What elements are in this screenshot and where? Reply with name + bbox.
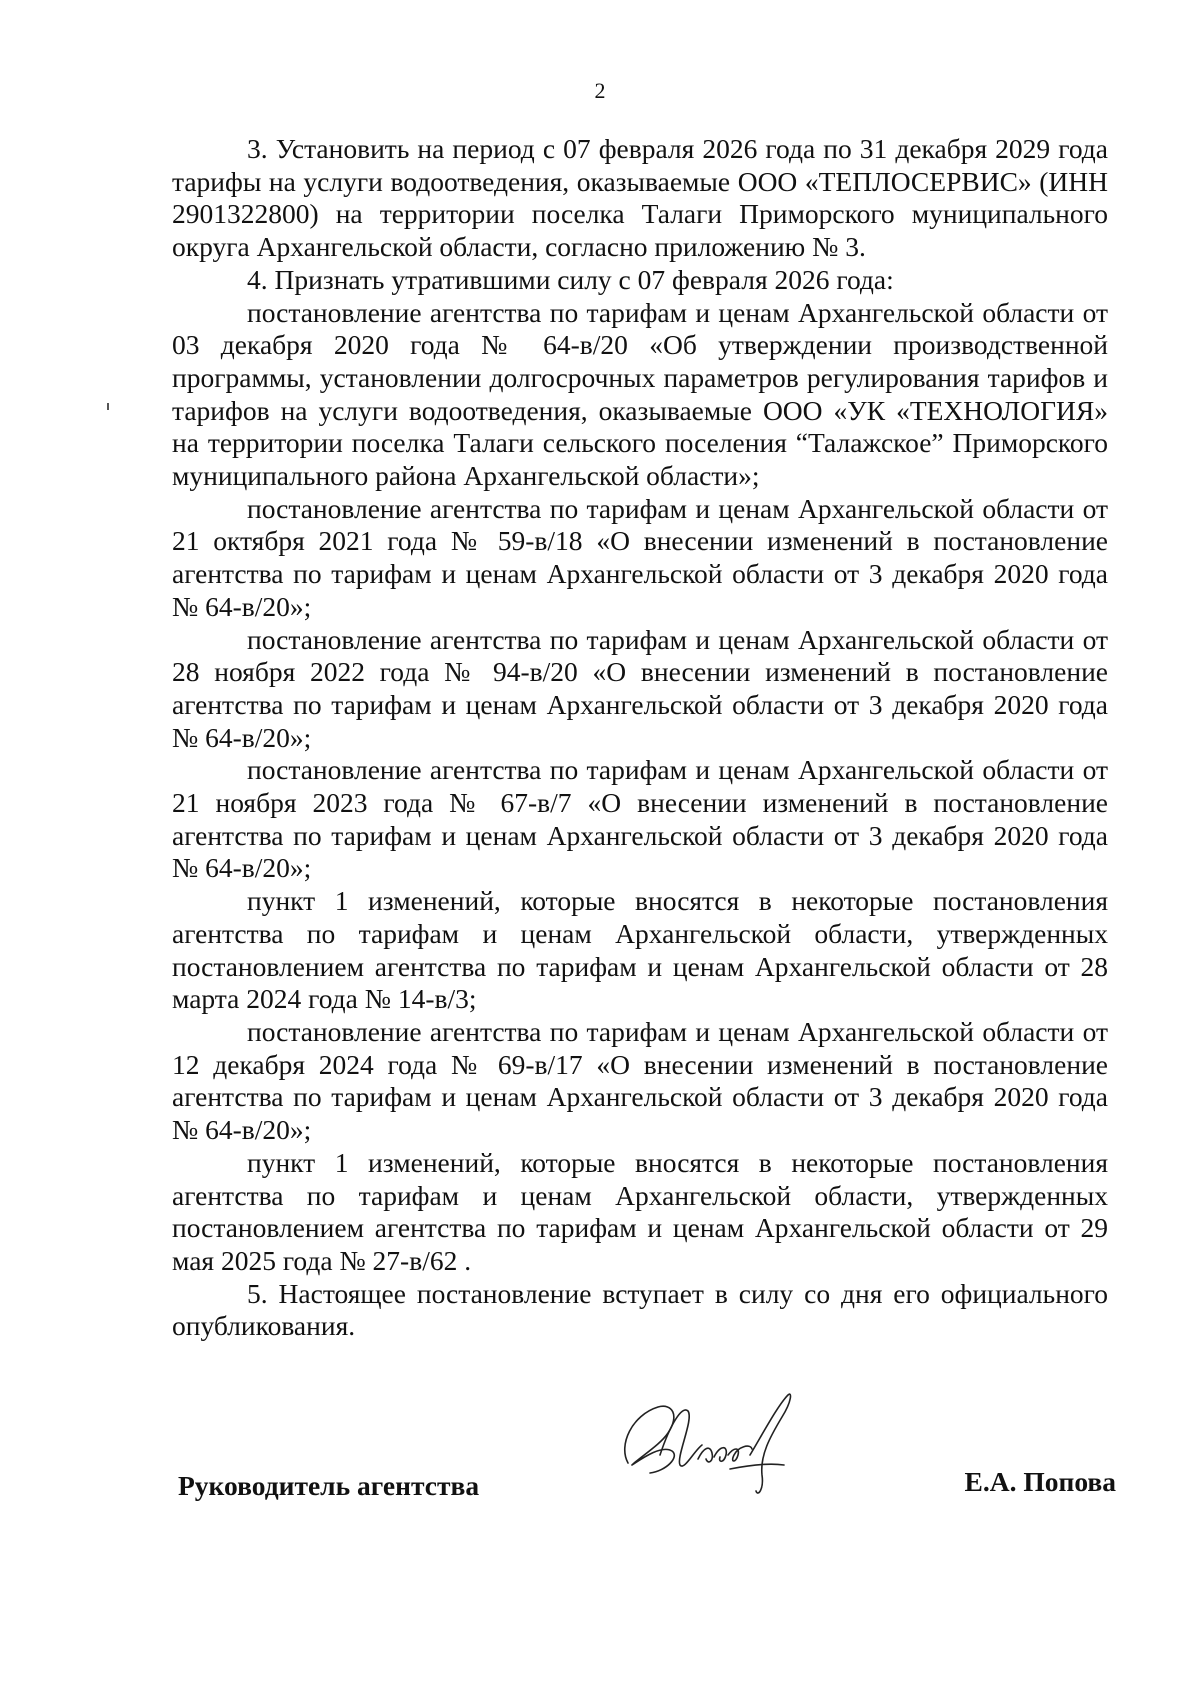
signatory-name: Е.А. Попова (964, 1466, 1116, 1497)
repealed-act-3: постановление агентства по тарифам и ценам Архангельской области от 28 ноября 2022 года № 94-в/20 «О внесении изменений в постановление агентства по тарифам и ценам Архангельской области от 3 декабря 2020 года № 64-в/20»; (172, 623, 1108, 753)
document-body (172, 133, 1108, 1343)
repealed-act-1: постановление агентства по тарифам и ценам Архангельской области от 03 декабря 2020 года № 64-в/20 «Об утверждении производственной программы, установлении долгосрочных параметров регулирования тарифов и тарифов на услуги водоотведения, оказываемые ООО «УК «ТЕХНОЛОГИЯ» на территории поселка Талаги сельского поселения “Талажское” Приморского муниципального района Архангельской области»; (172, 296, 1108, 492)
signature-block (172, 1466, 1116, 1530)
paragraph-item-5: 5. Настоящее постановление вступает в силу со дня его официального опубликования. (172, 1277, 1108, 1342)
repealed-act-7: пункт 1 изменений, которые вносятся в некоторые постановления агентства по тарифам и ценам Архангельской области, утвержденных постановлением агентства по тарифам и ценам Архангельской области от 29 мая 2025 года № 27-в/62 . (172, 1146, 1108, 1276)
page-number: 2 (594, 78, 606, 103)
repealed-act-2: постановление агентства по тарифам и ценам Архангельской области от 21 октября 2021 года № 59-в/18 «О внесении изменений в постановление агентства по тарифам и ценам Архангельской области от 3 декабря 2020 года № 64-в/20»; (172, 492, 1108, 622)
repealed-act-4: постановление агентства по тарифам и ценам Архангельской области от 21 ноября 2023 года № 67-в/7 «О внесении изменений в постановление агентства по тарифам и ценам Архангельской области от 3 декабря 2020 года № 64-в/20»; (172, 754, 1108, 884)
paragraph-item-3: 3. Установить на период с 07 февраля 2026 года по 31 декабря 2029 года тарифы на услуги водоотведения, оказываемые ООО «ТЕПЛОСЕРВИС» (ИНН 2901322800) на территории поселка Талаги Приморского муниципального округа Архангельской области, согласно приложению № 3. (172, 133, 1108, 263)
repealed-act-6: постановление агентства по тарифам и ценам Архангельской области от 12 декабря 2024 года № 69-в/17 «О внесении изменений в постановление агентства по тарифам и ценам Архангельской области от 3 декабря 2020 года № 64-в/20»; (172, 1015, 1108, 1146)
paragraph-item-4: 4. Признать утратившими силу с 07 февраля 2026 года: (247, 263, 894, 295)
repealed-act-5: пункт 1 изменений, которые вносятся в некоторые постановления агентства по тарифам и ценам Архангельской области, утвержденных постановлением агентства по тарифам и ценам Архангельской области от 28 марта 2024 года № 14-в/3; (172, 885, 1108, 1015)
signatory-role: Руководитель агентства (178, 1470, 480, 1501)
scan-speck (107, 403, 109, 410)
